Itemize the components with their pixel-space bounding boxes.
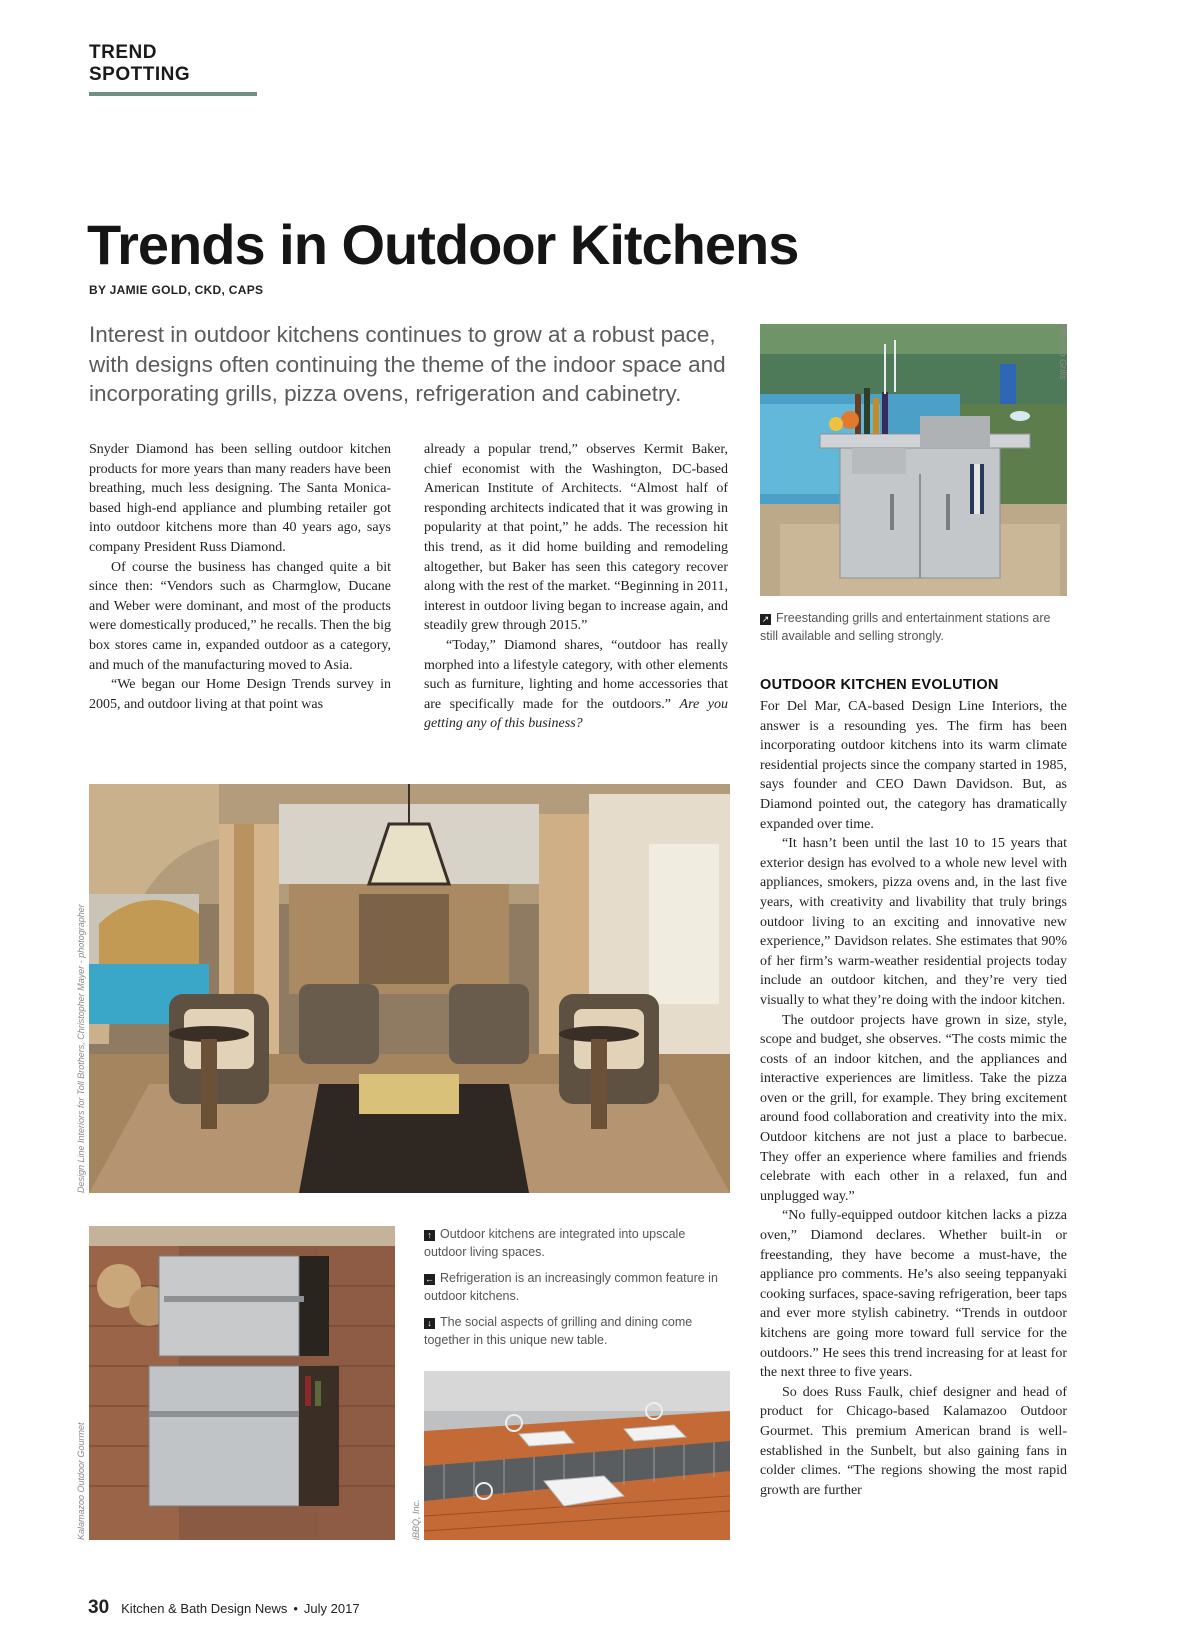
page-footer: [88, 1597, 360, 1619]
body-column-3: [760, 697, 1067, 1500]
paragraph-text: “Today,” Diamond shares, “outdoor has really morphed into a lifestyle category, with other elements such as furniture, lighting and home accessories that are specifically made for the outdoors.”: [424, 637, 728, 712]
caption-grill: [760, 610, 1060, 645]
living-photo-illustration: [89, 784, 730, 1193]
paragraph: Of course the business has changed quite a bit since then: “Vendors such as Charmglow, Ducane and Weber were dominant, and most of the products were domestically produced,” he recalls. Then the big box stores came in, expanded outdoor as a category, and much of the manufacturing moved to Asia.: [89, 559, 391, 673]
paragraph: already a popular trend,” observes Kermit Baker, chief economist with the Washington, DC-based American Institute of Architects. “Almost half of responding architects indicated that it was growing in popularity at that point,” he adds. The recession hit this trend, as it did home building and remodeling altogether, but Baker has seen this category recover along with the rest of the market. “Beginning in 2011, interest in outdoor living began to increase again, and steadily grew through 2015.”: [424, 442, 728, 634]
section-subhead: OUTDOOR KITCHEN EVOLUTION: [760, 677, 999, 693]
article-dek: Interest in outdoor kitchens continues to grow at a robust pace, with designs often continuing the theme of the indoor space and incorporating grills, pizza ovens, refrigeration and cabinetry.: [89, 322, 726, 406]
caption-fridge: [424, 1270, 729, 1305]
page-number: 30: [88, 1597, 110, 1618]
paragraph: “We began our Home Design Trends survey in 2005, and outdoor living at that point was: [89, 677, 391, 712]
article-headline: Trends in Outdoor Kitchens: [87, 213, 799, 276]
caption-text: The social aspects of grilling and dining come together in this unique new table.: [424, 1315, 693, 1347]
issue-date: July 2017: [303, 1601, 360, 1616]
photo-grill-dining-table: [424, 1371, 730, 1540]
publication-name: Kitchen & Bath Design News: [121, 1601, 288, 1616]
byline: BY JAMIE GOLD, CKD, CAPS: [89, 283, 264, 297]
photo-credit-grill: Alfresco Grills: [1058, 324, 1068, 380]
paragraph: So does Russ Faulk, chief designer and head of product for Chicago-based Kalamazoo Outdoor Gourmet. This premium American brand is well-established in the Sunbelt, but also gaining fans in colder climes. “The regions showing the most rapid growth are further: [760, 1384, 1067, 1498]
body-column-2: [424, 440, 728, 734]
arrow-up-icon: ↑: [424, 1230, 435, 1241]
caption-upscale: [424, 1226, 724, 1261]
caption-table: [424, 1314, 729, 1349]
photo-credit-table: iBBQ, Inc.: [411, 1499, 421, 1540]
footer-separator: •: [293, 1601, 298, 1616]
paragraph: The outdoor projects have grown in size, style, scope and budget, she observes. “The costs mimic the costs of an indoor kitchen, and the appliances and interactive experiences are limitless. Take the pizza oven or the grill, for example. They bring excitement around food collaboration and creativity into the mix. Outdoor kitchens are not just a place to barbecue. They offer an experience where families and friends celebrate with each other in a relaxed, fun and unplugged way.”: [760, 1012, 1067, 1204]
paragraph: Snyder Diamond has been selling outdoor kitchen products for more years than many readers have been breathing, much less designing. The Santa Monica-based high-end appliance and plumbing retailer got into outdoor kitchens more than 40 years ago, says company President Russ Diamond.: [89, 442, 391, 555]
fridge-photo-illustration: [89, 1226, 395, 1540]
italic-question: Are you getting any of this business?: [424, 696, 728, 732]
paragraph: “It hasn’t been until the last 10 to 15 years that exterior design has evolved to a whole new level with appliances, smokers, pizza ovens and, in the last five years, with creativity and livability that truly brings outdoor living to an exciting and innovative new experience,” Davidson relates. She estimates that 90% of her firm’s warm-weather residential projects today include an outdoor kitchen, and they’re very tied visually to what they’re doing with the indoor kitchen.: [760, 836, 1067, 1008]
caption-text: Freestanding grills and entertainment stations are still available and selling strongly.: [760, 611, 1051, 643]
photo-outdoor-refrigeration: [89, 1226, 395, 1540]
table-photo-illustration: [424, 1371, 730, 1540]
paragraph: For Del Mar, CA-based Design Line Interiors, the answer is a resounding yes. The firm has been incorporating outdoor kitchens into its warm climate residential projects since the company started in 1985, says founder and CEO Dawn Davidson. But, as Diamond pointed out, the category has dramatically expanded over time.: [760, 699, 1067, 832]
arrow-down-icon: ↓: [424, 1318, 435, 1329]
photo-freestanding-grill: [760, 324, 1067, 596]
body-column-1: [89, 440, 391, 714]
photo-outdoor-living-space: [89, 784, 730, 1193]
grill-photo-illustration: [760, 324, 1067, 596]
caption-text: Outdoor kitchens are integrated into upscale outdoor living spaces.: [424, 1227, 686, 1259]
section-tag: TREND SPOTTING: [89, 42, 257, 96]
photo-credit-living: Design Line Interiors for Toll Brothers, Christopher Mayer - photographer: [76, 904, 86, 1193]
paragraph: “No fully-equipped outdoor kitchen lacks a pizza oven,” Diamond declares. Whether built-in or freestanding, they have become a must-have, the appliance pro comments. He’s also seeing teppanyaki cooking surfaces, space-saving refrigeration, beer taps and ever more stylish cabinetry. “Trends in outdoor kitchens are going more toward full service for the outdoors.” He sees this trend increasing for at least for the next three to five years.: [760, 1208, 1067, 1381]
caption-text: Refrigeration is an increasingly common feature in outdoor kitchens.: [424, 1271, 718, 1303]
arrow-left-icon: ←: [425, 1274, 434, 1284]
photo-credit-fridge: Kalamazoo Outdoor Gourmet: [76, 1422, 86, 1540]
arrow-up-right-icon: ↗: [761, 614, 770, 624]
paragraph: [424, 636, 728, 734]
